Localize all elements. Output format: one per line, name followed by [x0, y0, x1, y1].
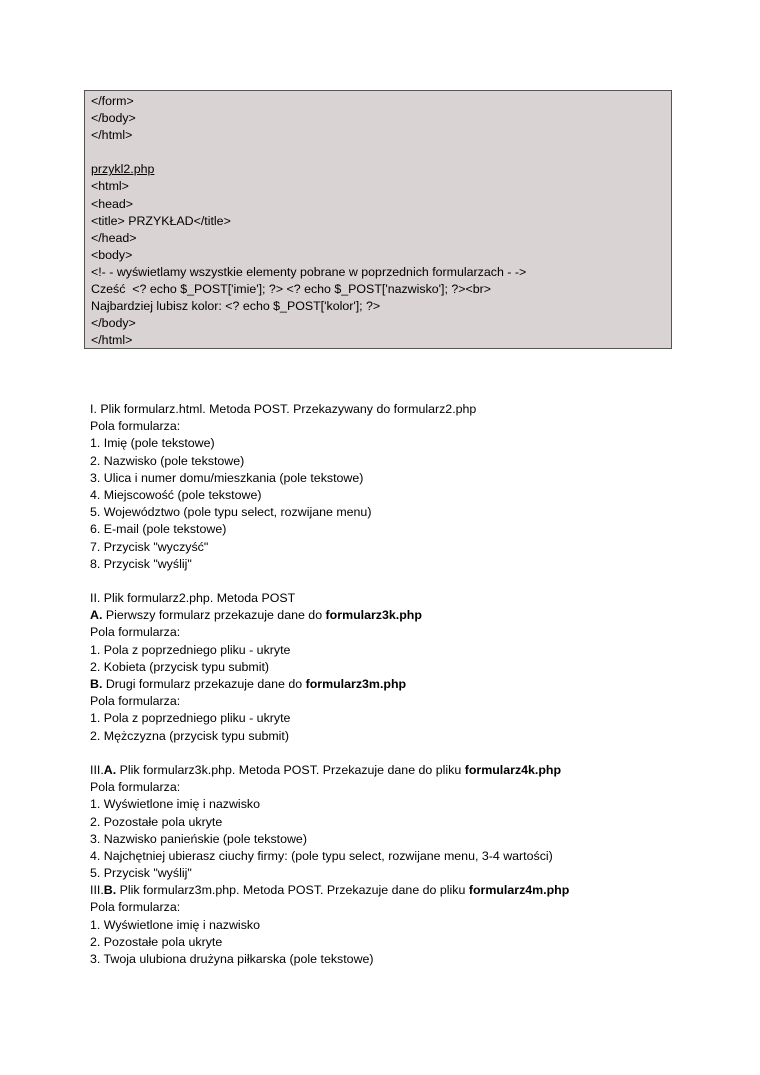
list-item: 1. Wyświetlone imię i nazwisko	[90, 917, 260, 932]
list-item: 5. Przycisk "wyślij"	[90, 866, 192, 881]
list-item: 7. Przycisk "wyczyść"	[90, 539, 209, 554]
list-item: 6. E-mail (pole tekstowe)	[90, 522, 227, 537]
section-2-heading: II. Plik formularz2.php. Metoda POST	[90, 591, 296, 606]
code-line: </head>	[91, 230, 137, 245]
code-line: <head>	[91, 196, 134, 211]
list-item: 1. Pola z poprzedniego pliku - ukryte	[90, 642, 291, 657]
code-line: </html>	[91, 128, 133, 143]
list-item: 1. Imię (pole tekstowe)	[90, 436, 215, 451]
code-line: <html>	[91, 179, 129, 194]
section-1-heading: I. Plik formularz.html. Metoda POST. Przekazywany do formularz2.php	[90, 402, 477, 416]
fields-label: Pola formularza:	[90, 780, 181, 795]
section-3b-text: Plik formularz3m.php. Metoda POST. Przekazuje dane do pliku	[116, 883, 469, 898]
fields-label: Pola formularza:	[90, 419, 181, 434]
fields-label: Pola formularza:	[90, 694, 181, 709]
code-line: </body>	[91, 316, 136, 331]
list-item: 4. Najchętniej ubierasz ciuchy firmy: (pole typu select, rozwijane menu, 3-4 wartości)	[90, 848, 553, 863]
section-2b-letter: B.	[90, 677, 103, 691]
code-line: </html>	[91, 333, 133, 348]
fields-label: Pola formularza:	[90, 625, 181, 640]
code-line: Najbardziej lubisz kolor: <? echo $_POST['kolor']; ?>	[91, 299, 381, 314]
section-2b-text: Drugi formularz przekazuje dane do	[102, 677, 306, 691]
code-listing	[84, 90, 672, 349]
code-line: Cześć <? echo $_POST['imie']; ?> <? echo $_POST['nazwisko']; ?><br>	[91, 282, 491, 297]
list-item: 3. Twoja ulubiona drużyna piłkarska (pole tekstowe)	[90, 952, 374, 966]
section-3a-text: Plik formularz3k.php. Metoda POST. Przekazuje dane do pliku	[116, 762, 465, 777]
code-line: <title> PRZYKŁAD</title>	[91, 213, 231, 228]
section-2a-text: Pierwszy formularz przekazuje dane do	[102, 608, 326, 623]
list-item: 1. Wyświetlone imię i nazwisko	[90, 797, 260, 812]
list-item: 4. Miejscowość (pole tekstowe)	[90, 487, 262, 502]
code-line	[91, 144, 671, 161]
list-item: 2. Pozostałe pola ukryte	[90, 814, 223, 829]
code-line: <!- - wyświetlamy wszystkie elementy pobrane w poprzednich formularzach - ->	[91, 264, 527, 279]
code-filename: przykl2.php	[91, 162, 155, 177]
section-2a-heading	[90, 607, 730, 624]
list-item: 8. Przycisk "wyślij"	[90, 556, 192, 571]
fields-label: Pola formularza:	[90, 900, 181, 915]
list-item: 2. Kobieta (przycisk typu submit)	[90, 659, 270, 674]
section-2a-file: formularz3k.php	[325, 608, 422, 623]
code-line: </body>	[91, 111, 136, 126]
list-item: 2. Pozostałe pola ukryte	[90, 934, 223, 949]
section-3a-heading	[90, 762, 730, 779]
section-3b-heading	[90, 882, 730, 899]
section-3b-letter: B.	[103, 883, 117, 898]
list-item: 5. Województwo (pole typu select, rozwijane menu)	[90, 505, 372, 520]
section-2b-file: formularz3m.php	[305, 677, 407, 691]
list-item: 3. Ulica i numer domu/mieszkania (pole tekstowe)	[90, 470, 364, 485]
assignment-text	[90, 401, 730, 968]
list-item: 2. Mężczyzna (przycisk typu submit)	[90, 728, 289, 743]
section-2b-heading	[90, 676, 730, 693]
list-item: 2. Nazwisko (pole tekstowe)	[90, 453, 245, 468]
section-3a-file: formularz4k.php	[464, 762, 562, 777]
section-3a-letter: A.	[103, 762, 117, 777]
code-line: <body>	[91, 247, 133, 262]
list-item: 3. Nazwisko panieńskie (pole tekstowe)	[90, 831, 307, 846]
code-line: </form>	[91, 94, 134, 108]
section-3a-prefix: III.	[90, 762, 104, 777]
section-2a-letter: A.	[90, 608, 103, 623]
list-item: 1. Pola z poprzedniego pliku - ukryte	[90, 711, 291, 726]
section-3b-prefix: III.	[90, 883, 104, 898]
section-3b-file: formularz4m.php	[468, 883, 570, 898]
